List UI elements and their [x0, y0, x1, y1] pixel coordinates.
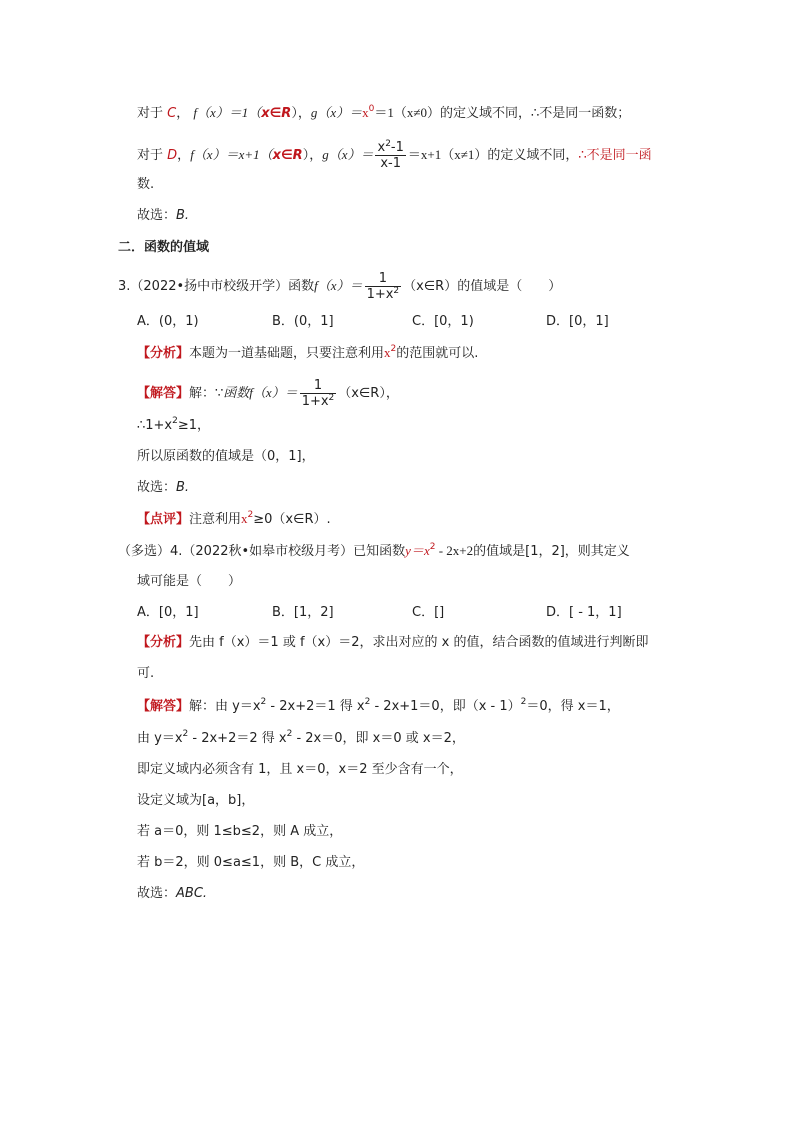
q3-analysis-tag: 【分析】: [137, 346, 190, 361]
q3-analysis-x: x: [384, 345, 391, 360]
q3-solution: [137, 378, 399, 409]
section-title: 二．函数的值域: [118, 240, 210, 255]
q3-solution-den-pre: 1+x: [301, 394, 329, 409]
q3-comment: [137, 510, 331, 529]
d-case-fx: f（x）＝x+1（: [190, 147, 273, 162]
q3-answer-label: 故选：: [137, 480, 177, 495]
q3-fraction: [365, 271, 402, 302]
q3-analysis-pre: 本题为一道基础题，只要注意利用: [189, 346, 385, 361]
d-case-lead: 对于: [137, 148, 164, 163]
q4-answer: [137, 885, 207, 903]
d-case-den: x-1: [380, 156, 402, 171]
q3-solution-tag: 【解答】: [137, 386, 190, 401]
d-case-fraction: [375, 140, 405, 171]
c-case-fx-domain: x∈R: [261, 106, 292, 121]
c-case-gx-exp: 0: [368, 104, 375, 114]
c-case-fx-close: ），: [291, 106, 311, 121]
q3-den-exp: 2: [393, 286, 400, 296]
q4-s1-d: ＝0，得 x＝1，: [526, 699, 620, 714]
q3-comment-pre: 注意利用: [189, 512, 242, 527]
c-case-gx-rest: ＝1（x≠0）: [374, 105, 440, 120]
q2-answer-label: 故选：: [137, 208, 177, 223]
q4-analysis-line1: 先由 f（x）＝1 或 f（x）＝2，求出对应的 x 的值，结合函数的值域进行判断即: [189, 635, 649, 650]
q4-s2-b: - 2x+2＝2 得 x: [188, 731, 287, 746]
q3-domain: （x∈R）: [403, 279, 458, 294]
q4-fn-exp: 2: [429, 542, 436, 552]
q3-answer: [137, 479, 189, 497]
q4-s2-c: - 2x＝0，即 x＝0 或 x＝2，: [292, 731, 465, 746]
c-case-tail: 的定义域不同，∴不是同一函数；: [440, 106, 631, 121]
q4-answer-value: ABC.: [176, 886, 208, 901]
d-case-line: 对于 D，f（x）＝x+1（x∈R），g（x）＝ $\frac{x^2-1}{x-1}$ ＝x+1（x≠1）的定义域不同，∴不是同一函: [137, 139, 652, 171]
d-case-num-exp: 2: [385, 139, 391, 149]
q4-option-c[interactable]: C．[]: [412, 605, 445, 620]
q4-stem: [118, 542, 630, 561]
q4-s1-c-exp: 2: [520, 697, 527, 707]
q3-fx: f（x）＝: [314, 278, 363, 293]
q3-answer-value: B.: [176, 480, 190, 495]
q4-tail: 的值域是[1，2]，则其定义: [473, 544, 630, 559]
q3-solution-den-exp: 2: [328, 393, 335, 403]
q3-option-c[interactable]: C．[0，1): [412, 314, 474, 329]
q4-analysis-tag: 【分析】: [137, 635, 190, 650]
q3-option-d[interactable]: D．[0，1]: [546, 314, 609, 329]
q4-s2-a: 由 y＝x: [137, 731, 183, 746]
d-case-gx: g（x）＝: [322, 147, 374, 162]
q4-option-b[interactable]: B．[1，2]: [272, 605, 334, 620]
q4-analysis: [137, 634, 648, 652]
q2-answer-value: B.: [176, 208, 190, 223]
q3-stem: [118, 271, 561, 302]
q4-step5: 若 a＝0，则 1≤b≤2，则 A 成立，: [137, 824, 343, 839]
q4-analysis-line2: 可.: [137, 666, 155, 681]
q3-step1-exp: 2: [172, 416, 178, 426]
q3-comment-tag: 【点评】: [137, 512, 190, 527]
q3-number: 3.: [118, 279, 131, 294]
c-case-lead: 对于: [137, 106, 164, 121]
q4-answer-label: 故选：: [137, 886, 177, 901]
d-case-after-frac: ＝x+1（x≠1）: [407, 147, 488, 162]
c-case-gx: g（x）＝: [310, 105, 363, 120]
q4-solution-tag: 【解答】: [137, 699, 190, 714]
c-case-line: 对于 C， f（x）＝1（x∈R），$g(x)=x^0=1(x\ne 0)$的定义域不同，∴不是同一函数；: [137, 104, 631, 121]
q3-step2: 所以原函数的值域是（0，1]，: [137, 449, 315, 464]
q4-s1-c: - 2x+1＝0，即（x - 1）: [370, 699, 521, 714]
q4-step6: 若 b＝2，则 0≤a≤1，则 B，C 成立，: [137, 855, 365, 870]
d-case-tail-black: 的定义域不同，: [487, 148, 579, 163]
q4-prefix: （多选）4.: [118, 544, 183, 559]
c-case-gx-x: x: [362, 105, 369, 120]
q4-source: （2022秋•如皋市校级月考）已知函数: [182, 544, 406, 559]
q3-analysis-exp: 2: [390, 344, 397, 354]
d-case-tail-red: ∴不是同一函: [578, 148, 652, 163]
d-case-letter: D: [167, 148, 178, 163]
c-case-fx: f（x）＝1（: [193, 105, 262, 120]
q3-den-pre: 1+x: [366, 287, 394, 302]
q3-option-b[interactable]: B．(0，1]: [272, 314, 334, 329]
d-case-fx-domain: x∈R: [272, 148, 303, 163]
q3-step1-pre: ∴1+x: [137, 418, 173, 433]
q3-comment-x: x: [241, 511, 248, 526]
q4-step2: [137, 730, 465, 748]
q2-answer: [137, 207, 189, 225]
d-case-wrap: 数.: [137, 177, 155, 192]
q4-fn-pre: y＝x: [405, 543, 430, 558]
q4-s1-a: 解：由 y＝x: [189, 699, 261, 714]
q4-stem-wrap: 域可能是（ ）: [137, 574, 242, 589]
q4-s2-a-exp: 2: [182, 729, 189, 739]
q3-tail: 的值域是（ ）: [457, 279, 562, 294]
q4-step4: 设定义域为[a，b]，: [137, 793, 255, 808]
d-case-fx-close: ），: [302, 148, 323, 163]
q3-step1-post: ≥1，: [177, 418, 211, 433]
c-case-letter: C: [167, 106, 177, 121]
d-case-num-x: x: [377, 140, 386, 155]
q4-s2-b-exp: 2: [286, 729, 293, 739]
q4-option-a[interactable]: A．[0，1]: [137, 605, 199, 620]
q4-step3: 即定义域内必须含有 1，且 x＝0，x＝2 至少含有一个，: [137, 762, 463, 777]
q4-s1-b: - 2x+2＝1 得 x: [266, 699, 365, 714]
q3-solution-fraction: [300, 378, 337, 409]
d-case-num-rest: -1: [390, 140, 404, 155]
q3-analysis: [137, 344, 478, 363]
q3-source: （2022•扬中市校级开学）函数: [130, 279, 315, 294]
q4-s1-a-exp: 2: [260, 697, 267, 707]
q4-fn-post: - 2x+2: [435, 543, 474, 558]
q3-comment-post: ≥0（x∈R）.: [253, 512, 331, 527]
q3-solution-pre: 解：∵: [189, 386, 224, 401]
q3-num: 1: [365, 271, 402, 287]
q3-solution-fn: 函数f（x）＝: [223, 385, 298, 400]
q3-option-a[interactable]: A．(0，1): [137, 314, 199, 329]
q4-s1-b-exp: 2: [364, 697, 371, 707]
q3-solution-domain: （x∈R），: [338, 386, 399, 401]
q3-comment-exp: 2: [247, 510, 254, 520]
q3-solution-num: 1: [300, 378, 337, 394]
q3-step1: [137, 417, 210, 435]
q4-option-d[interactable]: D．[ - 1，1]: [546, 605, 622, 620]
q3-analysis-post: 的范围就可以.: [396, 346, 479, 361]
q4-solution: [137, 698, 620, 716]
